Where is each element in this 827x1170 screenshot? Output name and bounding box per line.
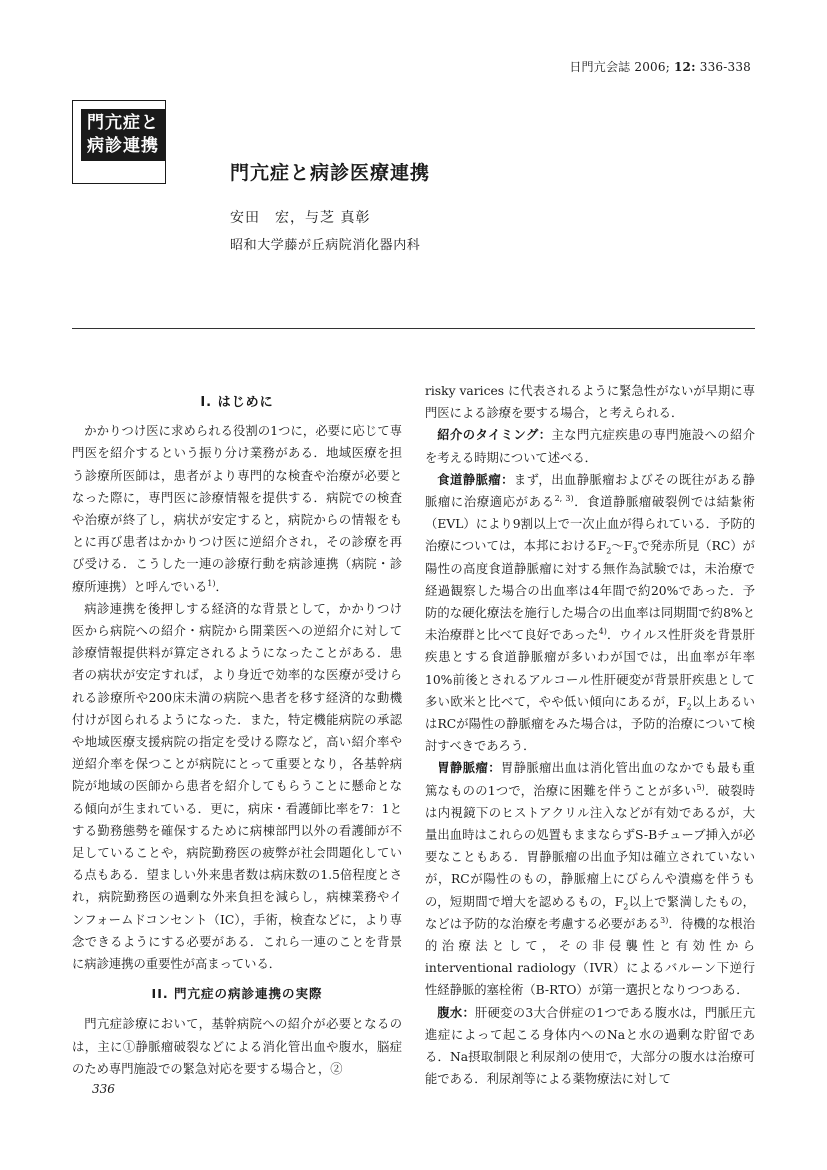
article-title: 門亢症と病診医療連携: [230, 162, 431, 184]
runin-ascites: 腹水：: [437, 1005, 476, 1020]
section-label-box: [72, 100, 166, 184]
paragraph-referral-timing: 紹介のタイミング：主な門亢症疾患の専門施設への紹介を考える時期について述べる．: [425, 428, 755, 465]
heading-practice: II. 門亢症の病診連携の実際: [151, 986, 323, 1002]
citation[interactable]: 3): [660, 915, 669, 925]
paragraph-gastric-varices: 胃静脈瘤：胃静脈瘤出血は消化管出血のなかでも最も重篤なものの1つで，治療に困難を伴うことが多い$^{5)}$．破裂時は内視鏡下のヒストアクリル注入などが有効であるが，大量出血時はこれらの処置もままならずS-Bチューブ挿入が必要なこともある．胃静脈瘤の出血予知は確立されていないが，RCが陽性のもの，静脈瘤上にびらんや潰瘍を伴うもの，短期間で増大を認めるもの，$F_2$以上で緊満したもの，などは予防的な治療を考慮する必要がある$^{3)}$．待機的な根治的治療法として，その非侵襲性と有効性からinterventional radiology（IVR）によるバルーン下逆行性経静脈的塞栓術（B-RTO）が第一選択となりつつある．: [425, 761, 755, 998]
journal-name: 日門亢会誌: [569, 60, 631, 74]
paragraph-intro-1: かかりつけ医に求められる役割の1つに，必要に応じて専門医を紹介するという振り分け業務がある．地域医療を担う診療所医師は，患者がより専門的な検査や治療が必要となった際に，専門医に診療情報を提供する．病院での検査や治療が終了し，病状が安定すると，病院からの情報をもとに再び患者はかかりつけ医に逆紹介され，その診療を再び受ける．こうした一連の診療行動を病診連携（病院・診療所連携）と呼んでいる$^{1)}$．: [72, 424, 402, 594]
runin-esophageal-varices: 食道静脈瘤：: [437, 472, 514, 487]
page-number: 336: [92, 1082, 115, 1096]
paragraph-practice-1: 門亢症診療において，基幹病院への紹介が必要となるのは，主に①静脈瘤破裂などによる消化管出血や腹水，脳症のため専門施設での緊急対応を要する場合と，②: [72, 1017, 402, 1076]
paragraph-ascites: 腹水：肝硬変の3大合併症の1つである腹水は，門脈圧亢進症によって起こる身体内へのNaと水の過剰な貯留である．Na摂取制限と利尿剤の使用で，大部分の腹水は治療可能である．利尿剤等による薬物療法に対して: [425, 1005, 755, 1087]
paragraph-esophageal-varices: 食道静脈瘤：まず，出血静脈瘤およびその既往がある静脈瘤に治療適応がある$^{2, 3)}$．食道静脈瘤破裂例では結紮術（EVL）により9割以上で一次止血が得られている．予防的治療については，本邦における$F_2\sim F_3$で発赤所見（RC）が陽性の高度食道静脈瘤に対する無作為試験では，未治療で経過観察した場合の出血率は4年間で約20%であった．予防的な硬化療法を施行した場合の出血率は同期間で約8%と未治療群と比べて良好であった$^{4)}$．ウイルス性肝炎を背景肝疾患とする食道静脈瘤が多いわが国では，出血率が年率10%前後とされるアルコール性肝硬変が背景肝疾患として多い欧米と比べて，やや低い傾向にあるが，$F_2$以上あるいはRCが陽性の静脈瘤をみた場合は，予防的治療について検討すべきであろう．: [425, 472, 755, 754]
journal-volume: 12:: [673, 60, 696, 74]
affiliation: 昭和大学藤が丘病院消化器内科: [230, 238, 421, 253]
section-label-line1: 門亢症と: [87, 113, 159, 133]
paragraph-risky-varices: risky varices に代表されるように緊急性がないが早期に専門医による診療を要する場合，と考えられる．: [425, 384, 755, 421]
citation[interactable]: 1): [207, 578, 216, 588]
right-column: [425, 380, 755, 1091]
heading-introduction: I. はじめに: [200, 395, 274, 410]
authors: 安田 宏，与芝 真彰: [230, 210, 371, 226]
citation[interactable]: 5): [696, 782, 705, 792]
citation[interactable]: 2, 3): [554, 493, 574, 503]
runin-referral-timing: 紹介のタイミング：: [437, 428, 552, 443]
journal-year: 2006;: [634, 60, 670, 74]
header-divider: [72, 328, 755, 329]
citation[interactable]: 4): [598, 627, 607, 637]
journal-pages: 336-338: [699, 60, 751, 74]
journal-reference: [569, 58, 751, 75]
section-label-line2: 病診連携: [87, 136, 159, 156]
runin-gastric-varices: 胃静脈瘤：: [437, 761, 501, 776]
left-column: [72, 380, 402, 1080]
paragraph-intro-2: 病診連携を後押しする経済的な背景として，かかりつけ医から病院への紹介・病院から開業医への逆紹介に対して診療情報提供料が算定されるようになったことがある．患者の病状が安定すれば，より身近で効率的な医療が受けられる診療所や200床未満の病院へ患者を移す経済的な動機付けが図られるようになった．また，特定機能病院の承認や地域医療支援病院の指定を受ける際など，高い紹介率や逆紹介率を保つことが病院にとって重要となり，各基幹病院が地域の医師から患者を紹介してもらうことに懸命となる傾向が生まれている．更に，病床・看護師比率を7：1とする勤務態勢を確保するために病棟部門以外の看護師が不足していることや，病院勤務医の疲弊が社会問題化している点もある．望ましい外来患者数は病床数の1.5倍程度とされ，病院勤務医の過剰な外来負担を減らし，病棟業務やインフォームドコンセント（IC），手術，検査などに，より専念できるようにする必要がある．これら一連のことを背景に病診連携の重要性が高まっている．: [72, 601, 402, 972]
section-label-tab: [81, 109, 165, 161]
